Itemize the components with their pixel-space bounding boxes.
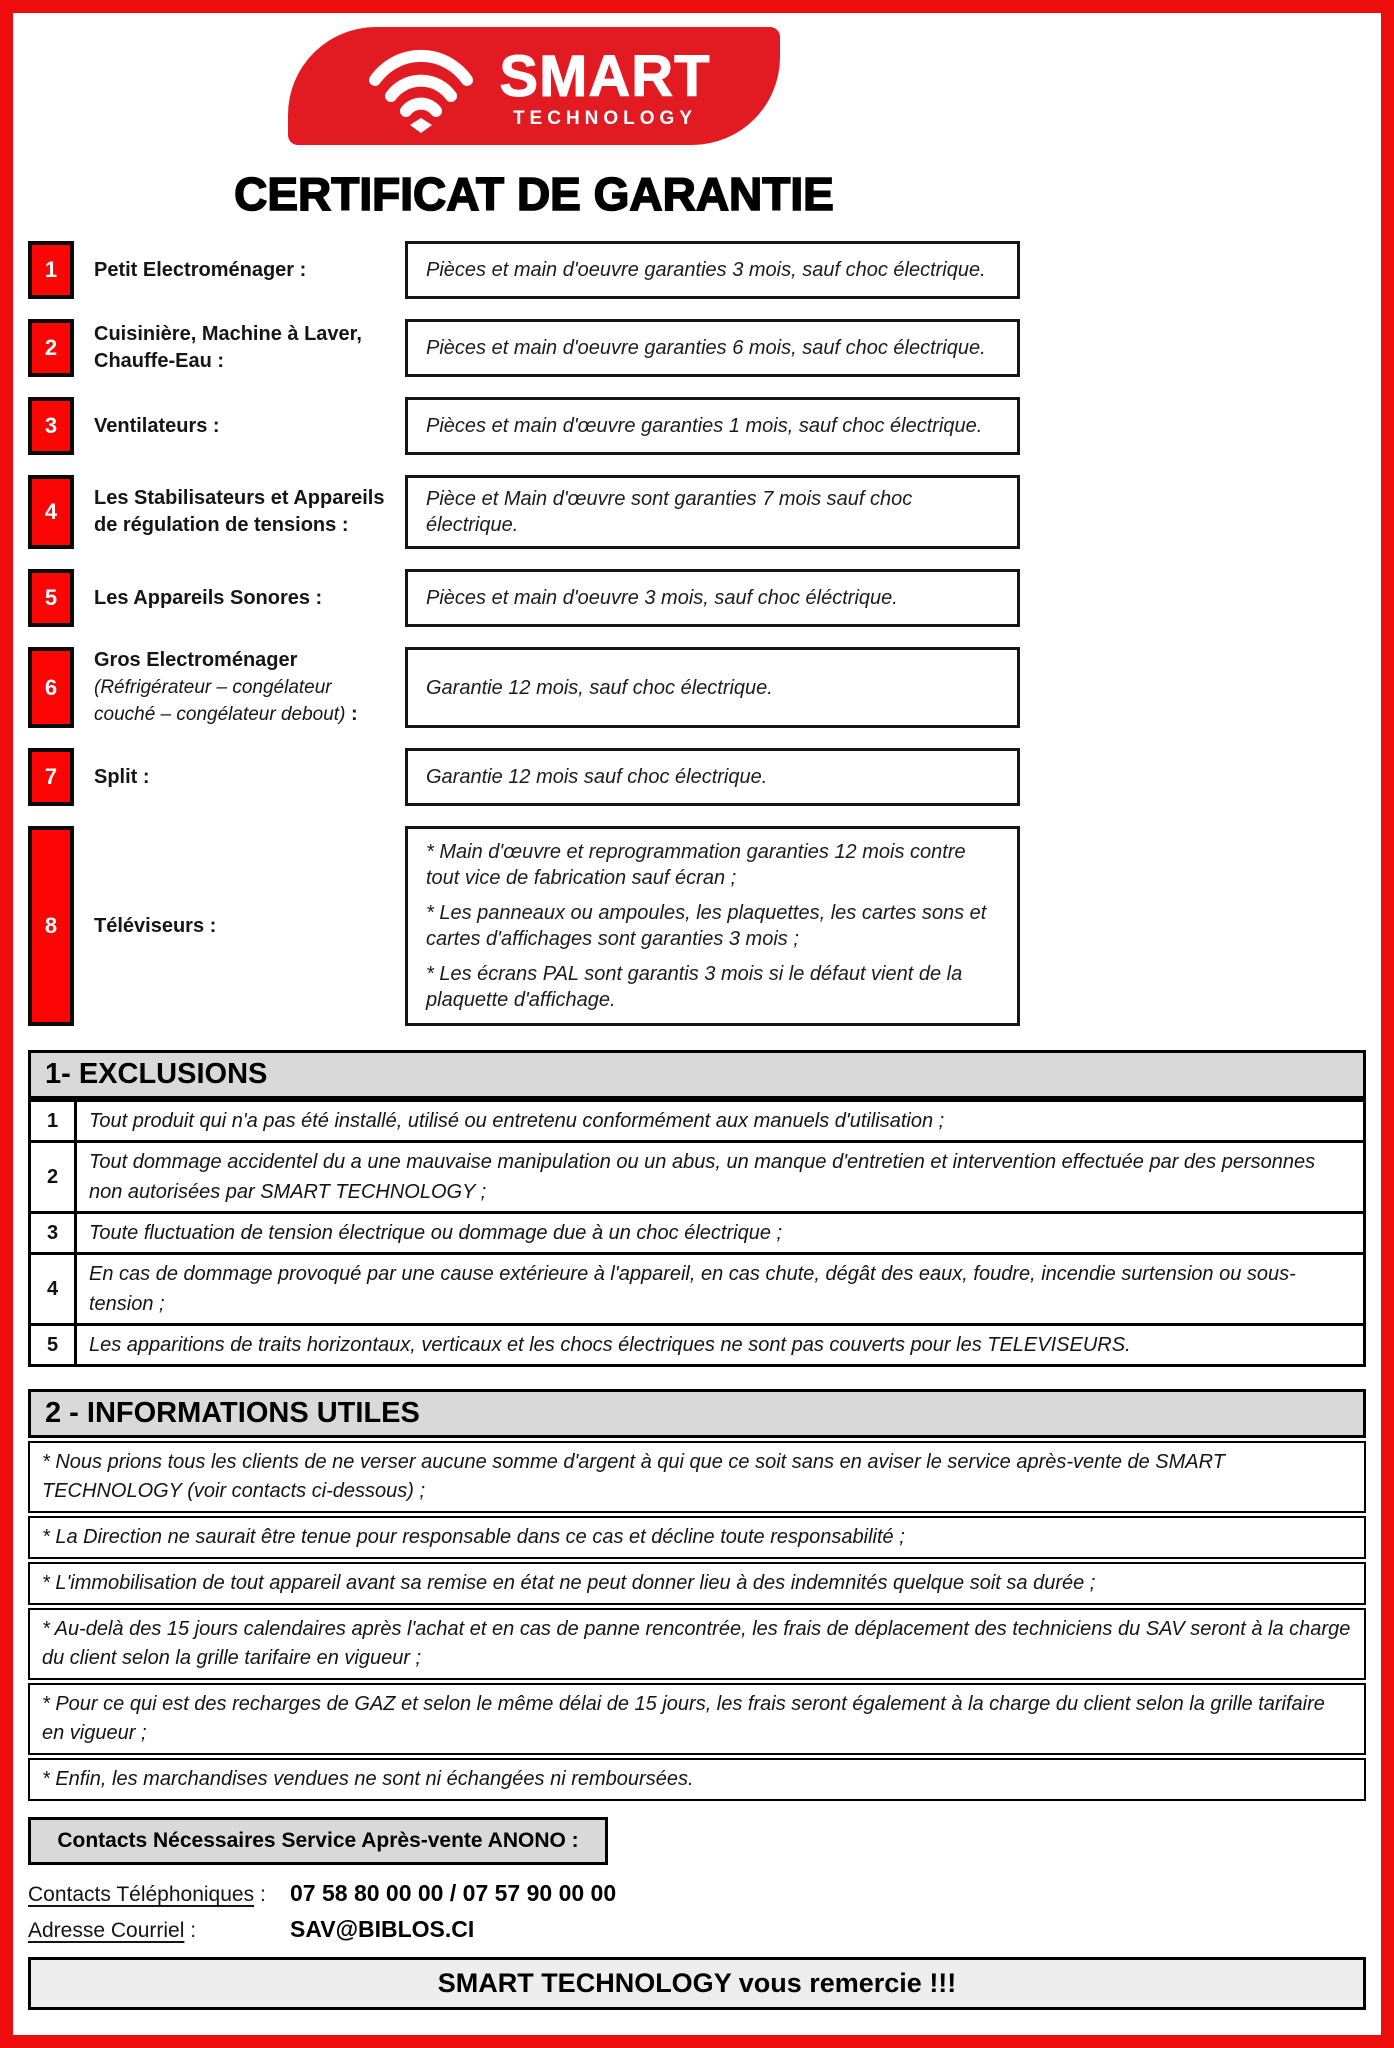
warranty-row	[28, 319, 1040, 377]
email-label: Adresse Courriel	[28, 1919, 185, 1942]
row-text-box	[405, 569, 1020, 627]
exclusion-text: En cas de dommage provoqué par une cause extérieure à l'appareil, en cas chute, dégât des eaux, foudre, incendie surtension ou sous-tension ;	[89, 1263, 1296, 1315]
exclusion-text: Toute fluctuation de tension électrique ou dommage due à un choc électrique ;	[89, 1222, 783, 1244]
row-text-box	[405, 647, 1020, 728]
info-row: * La Direction ne saurait être tenue pour responsable dans ce cas et décline toute responsabilité ;	[28, 1516, 1366, 1559]
row-number-badge: 5	[28, 569, 74, 627]
row-text: Garantie 12 mois sauf choc électrique.	[426, 766, 768, 788]
row-number-badge: 4	[28, 475, 74, 549]
info-row: * Enfin, les marchandises vendues ne sont ni échangées ni remboursées.	[28, 1758, 1366, 1801]
row-text: Pièces et main d'œuvre garanties 1 mois, sauf choc électrique.	[426, 415, 983, 437]
row-label: Petit Electroménager :	[94, 258, 307, 281]
row-text-box	[405, 826, 1020, 1026]
row-label: Ventilateurs :	[94, 414, 220, 437]
row-label: Les Stabilisateurs et Appareils de régulation de tensions :	[94, 487, 385, 536]
info-row: * Au-delà des 15 jours calendaires après l'achat et en cas de panne rencontrée, les frais de déplacement des techniciens du SAV seront à la charge du client selon la grille tarifaire en vigueur ;	[28, 1608, 1366, 1680]
phone-colon: :	[254, 1883, 266, 1906]
exclusion-number: 2	[31, 1143, 77, 1211]
exclusion-text: Tout dommage accidentel du a une mauvaise manipulation ou un abus, un manque d'entretien et intervention effectuée par des personnes non autorisées par SMART TECHNOLOGY ;	[89, 1151, 1316, 1203]
row-number-badge: 6	[28, 647, 74, 728]
row-text-box	[405, 748, 1020, 806]
row-number-badge: 1	[28, 241, 74, 299]
row-number-badge: 3	[28, 397, 74, 455]
row-text: Garantie 12 mois, sauf choc électrique.	[426, 676, 773, 699]
row-text-box	[405, 241, 1020, 299]
page-title: CERTIFICAT DE GARANTIE	[234, 168, 834, 220]
page-content	[13, 13, 1381, 2010]
useful-info-header: 2 - INFORMATIONS UTILES	[28, 1389, 1366, 1438]
row-number-badge: 8	[28, 826, 74, 1026]
logo-text	[499, 44, 711, 129]
row-text: Pièces et main d'oeuvre 3 mois, sauf choc éléctrique.	[426, 587, 898, 609]
row-text: * Main d'œuvre et reprogrammation garanties 12 mois contre tout vice de fabrication sauf écran ;	[426, 841, 966, 889]
phone-contact-line	[28, 1880, 1366, 1907]
email-label-wrap	[28, 1919, 290, 1943]
exclusion-row	[31, 1323, 1363, 1364]
info-row: * Pour ce qui est des recharges de GAZ et selon le même délai de 15 jours, les frais seront également à la charge du client selon la grille tarifaire en vigueur ;	[28, 1683, 1366, 1755]
row-number-badge: 2	[28, 319, 74, 377]
row-text: Pièce et Main d'œuvre sont garanties 7 mois sauf choc électrique.	[426, 488, 913, 536]
email-colon: :	[184, 1919, 197, 1942]
exclusion-number: 5	[31, 1326, 77, 1364]
exclusion-row	[31, 1252, 1363, 1323]
useful-info-section	[28, 1389, 1366, 1801]
email-value: SAV@BIBLOS.CI	[290, 1916, 475, 1942]
warranty-row	[28, 241, 1040, 299]
email-contact-line	[28, 1916, 1366, 1943]
row-label: Cuisinière, Machine à Laver, Chauffe-Eau :	[94, 323, 362, 372]
warranty-row	[28, 647, 1040, 728]
row-label-text: Gros Electroménager (Réfrigérateur – congélateur couché – congélateur debout) :	[94, 649, 358, 725]
warranty-row	[28, 397, 1040, 455]
footer-thanks-note: SMART TECHNOLOGY vous remercie !!!	[28, 1957, 1366, 2010]
exclusions-header: 1- EXCLUSIONS	[31, 1053, 1363, 1099]
row-text-box	[405, 475, 1020, 549]
exclusion-text: Tout produit qui n'a pas été installé, utilisé ou entretenu conformément aux manuels d'utilisation ;	[89, 1110, 945, 1132]
row-label: Téléviseurs :	[94, 914, 217, 937]
exclusion-row	[31, 1099, 1363, 1140]
exclusion-number: 4	[31, 1255, 77, 1323]
exclusions-section	[28, 1050, 1366, 1367]
warranty-row	[28, 569, 1040, 627]
contacts-title-box: Contacts Nécessaires Service Après-vente ANONO :	[28, 1817, 608, 1865]
row-label	[74, 647, 405, 728]
row-text: * Les panneaux ou ampoules, les plaquettes, les cartes sons et cartes d'affichages sont garanties 3 mois ;	[426, 902, 987, 950]
brand-subtitle: TECHNOLOGY	[512, 108, 698, 129]
warranty-row	[28, 748, 1040, 806]
phone-label: Contacts Téléphoniques	[28, 1883, 255, 1906]
exclusion-row	[31, 1211, 1363, 1252]
info-row: * Nous prions tous les clients de ne verser aucune somme d'argent à qui que ce soit sans en aviser le service après-vente de SMART TECHNOLOGY (voir contacts ci-dessous) ;	[28, 1441, 1366, 1513]
warranty-row	[28, 826, 1040, 1026]
exclusion-text: Les apparitions de traits horizontaux, verticaux et les chocs électriques ne sont pas couverts pour les TELEVISEURS.	[89, 1334, 1131, 1356]
row-number-badge: 7	[28, 748, 74, 806]
exclusion-row	[31, 1140, 1363, 1211]
smart-technology-logo	[288, 27, 780, 145]
row-text: * Les écrans PAL sont garantis 3 mois si le défaut vient de la plaquette d'affichage.	[426, 963, 963, 1011]
row-label: Split :	[94, 765, 150, 788]
brand-name: SMART	[499, 44, 711, 109]
row-label: Les Appareils Sonores :	[94, 586, 323, 609]
warranty-row	[28, 475, 1040, 549]
exclusion-number: 3	[31, 1214, 77, 1252]
row-text: Pièces et main d'oeuvre garanties 6 mois, sauf choc électrique.	[426, 337, 986, 359]
exclusion-number: 1	[31, 1102, 77, 1140]
wifi-icon	[357, 34, 485, 139]
phone-value: 07 58 80 00 00 / 07 57 90 00 00	[290, 1880, 617, 1906]
top-area	[28, 27, 1040, 1026]
row-text-box	[405, 319, 1020, 377]
phone-label-wrap	[28, 1883, 290, 1907]
info-row: * L'immobilisation de tout appareil avant sa remise en état ne peut donner lieu à des indemnités quelque soit sa durée ;	[28, 1562, 1366, 1605]
row-text: Pièces et main d'oeuvre garanties 3 mois, sauf choc électrique.	[426, 259, 986, 281]
row-text-box	[405, 397, 1020, 455]
